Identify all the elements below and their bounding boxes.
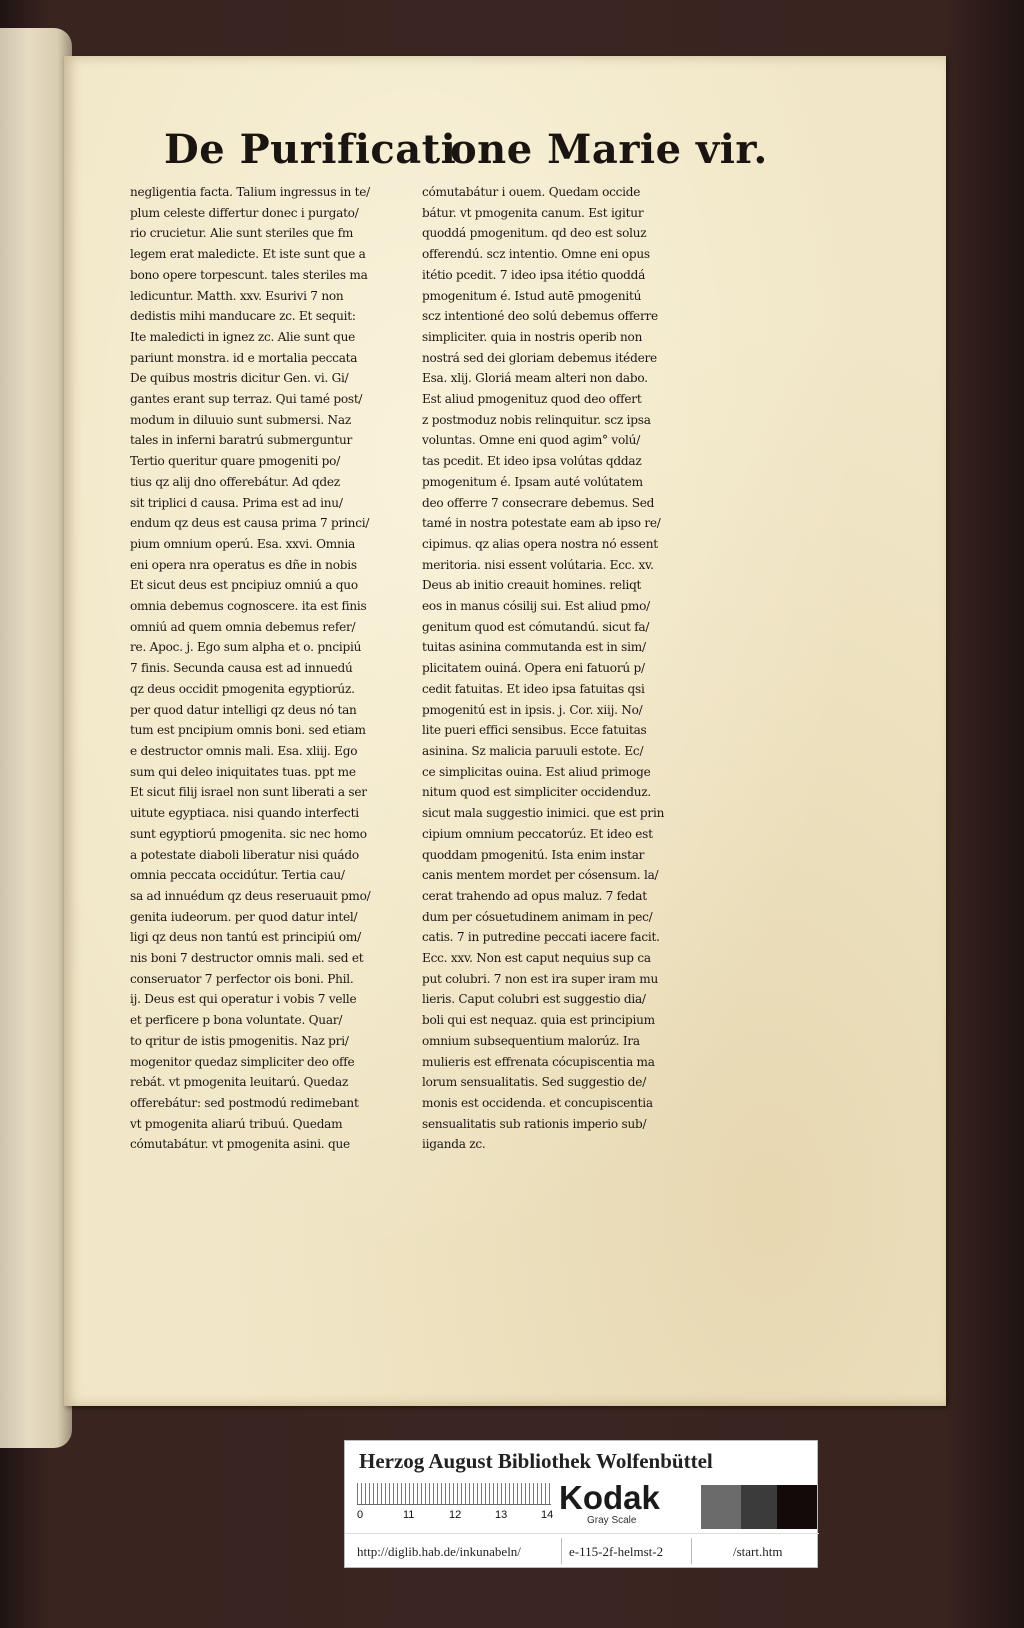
text-line: pium omnium operú. Esa. xxvi. Omnia [130,536,356,551]
text-line: a potestate diaboli liberatur nisi quádo [130,847,359,862]
text-line: sunt egyptiorú pmogenita. sic nec homo [130,826,367,841]
text-line: endum qz deus est causa prima 7 princi/ [130,516,370,531]
text-line: bono opere torpescunt. tales steriles ma [130,267,368,282]
text-line: omnium subsequentium malorúz. Ira [422,1033,640,1048]
text-line: pmogenitum é. Istud autē pmogenitú [422,288,642,303]
text-line: lorum sensualitatis. Sed suggestio de/ [422,1075,647,1090]
text-line: sum qui deleo iniquitates tuas. ppt me [130,764,356,779]
text-line: to qritur de istis pmogenitis. Naz pri/ [130,1033,349,1048]
text-line: eni opera nra operatus es dñe in nobis [130,557,357,572]
text-line: ligi qz deus non tantú est principiú om/ [130,930,361,945]
text-line: offerendú. scz intentio. Omne eni opus [422,247,650,262]
text-line: qz deus occidit pmogenita egyptiorúz. [130,681,355,696]
facing-page-edge [0,28,72,1448]
text-line: sit triplici d causa. Prima est ad inu/ [130,495,343,510]
text-line: mulieris est effrenata cócupiscentia ma [422,1054,655,1069]
text-line: sensualitatis sub rationis imperio sub/ [422,1116,647,1131]
text-line: Ecc. xxv. Non est caput nequius sup ca [422,951,651,966]
text-line: bátur. vt pmogenita canum. Est igitur [422,205,644,220]
text-line: nostrá sed dei gloriam debemus itédere [422,350,657,365]
start-link[interactable]: /start.htm [733,1544,783,1559]
text-line: lieris. Caput colubri est suggestio dia/ [422,992,646,1007]
text-line: cómutabátur. vt pmogenita asini. que [130,1137,350,1152]
text-line: nis boni 7 destructor omnis mali. sed et [130,951,364,966]
text-line: e destructor omnis mali. Esa. xliij. Ego [130,743,358,758]
text-line: itétio pcedit. 7 ideo ipsa itétio quoddá [422,267,646,282]
text-line: genitum quod est cómutandú. sicut fa/ [422,619,650,634]
text-line: tamé in nostra potestate eam ab ipso re/ [422,516,661,531]
library-color-strip [344,1440,818,1568]
gray-swatch [701,1485,741,1529]
text-line: pmogenitum é. Ipsam auté volútatem [422,474,643,489]
text-line: negligentia facta. Talium ingressus in te/ [130,185,370,199]
text-line: canis mentem mordet per cósensum. la/ [422,868,659,883]
text-line: tas pcedit. Et ideo ipsa volútas qddaz [422,454,642,469]
running-head-right: one Marie vir. [450,126,768,173]
text-line: genita iudeorum. per quod datur intel/ [130,909,358,924]
text-line: Est aliud pmogenituz quod deo offert [422,392,642,407]
text-line: z postmoduz nobis relinquitur. scz ipsa [422,412,651,427]
text-line: eos in manus cósilij sui. Est aliud pmo/ [422,599,650,614]
text-column-right [422,182,684,1155]
text-line: sicut mala suggestio inimici. que est prin [422,806,665,821]
text-column-left [130,182,392,1155]
text-line: cipium omnium peccatorúz. Et ideo est [422,826,653,841]
text-line: cómutabátur i ouem. Quedam occide [422,185,641,199]
text-line: put colubri. 7 non est ira super iram mu [422,971,658,986]
text-line: tales in inferni baratrú submerguntur [130,433,353,448]
text-line: Et sicut deus est pncipiuz omniú a quo [130,578,358,593]
text-line: Et sicut filij israel non sunt liberati a ser [130,785,367,800]
text-line: omnia debemus cognoscere. ita est finis [130,599,367,614]
text-line: 7 finis. Secunda causa est ad innuedú [130,661,353,676]
text-line: sa ad innuédum qz deus reseruauit pmo/ [130,888,371,903]
text-line: legem erat maledicte. Et iste sunt que a [130,247,366,262]
url-base-link[interactable]: http://diglib.hab.de/inkunabeln/ [357,1544,521,1559]
text-line: tuitas asinina commutanda est in sim/ [422,640,646,655]
kodak-logo: Kodak [559,1479,660,1516]
text-line: meritoria. nisi essent volútaria. Ecc. xv. [422,557,654,572]
text-line: conseruator 7 perfector ois boni. Phil. [130,971,354,986]
divider [561,1538,562,1564]
text-line: et perficere p bona voluntate. Quar/ [130,1013,343,1028]
text-line: ce simplicitas ouina. Est aliud primoge [422,764,651,779]
ruler-number: 0 [357,1509,364,1521]
scale-ruler [357,1483,551,1505]
text-line: cedit fatuitas. Et ideo ipsa fatuitas qsi [422,681,645,696]
text-line: De quibus mostris dicitur Gen. vi. Gi/ [130,371,349,386]
text-line: catis. 7 in putredine peccati iacere facit. [422,930,660,945]
ruler-number: 14 [541,1509,554,1521]
ruler-numbers [357,1509,557,1525]
url-row [345,1533,819,1569]
text-line: simpliciter. quia in nostris operib non [422,329,643,344]
text-line: Ite maledicti in ignez zc. Alie sunt que [130,329,356,344]
text-line: re. Apoc. j. Ego sum alpha et o. pncipiú [130,640,362,655]
text-line: rebát. vt pmogenita leuitarú. Quedaz [130,1075,349,1090]
text-line: modum in diluuio sunt submersi. Naz [130,412,351,427]
book-page [64,56,946,1406]
text-line: cerat trahendo ad opus maluz. 7 fedat [422,888,647,903]
text-line: ij. Deus est qui operatur i vobis 7 velle [130,992,357,1007]
text-line: tum est pncipium omnis boni. sed etiam [130,723,366,738]
text-line: ledicuntur. Matth. xxv. Esurivi 7 non [130,288,344,303]
text-line: per quod datur intelligi qz deus nó tan [130,702,357,717]
text-line: omnia peccata occidútur. Tertia cau/ [130,868,345,883]
library-name: Herzog August Bibliothek Wolfenbüttel [359,1449,713,1473]
text-line: offerebátur: sed postmodú redimebant [130,1095,359,1110]
text-line: dedistis mihi manducare zc. Et sequit: [130,309,356,324]
text-line: Tertio queritur quare pmogeniti po/ [130,454,341,469]
text-line: iiganda zc. [422,1137,486,1152]
text-line: vt pmogenita aliarú tribuú. Quedam [130,1116,343,1131]
text-line: lite pueri effici sensibus. Ecce fatuitas [422,723,647,738]
gray-swatch [777,1485,817,1529]
text-line: plicitatem ouiná. Opera eni fatuorú p/ [422,661,645,676]
text-line: boli qui est nequaz. quia est principium [422,1013,655,1028]
text-line: tius qz alij dno offerebátur. Ad qdez [130,474,340,489]
text-line: Esa. xlij. Gloriá meam alteri non dabo. [422,371,648,386]
text-line: nitum quod est simpliciter occidenduz. [422,785,652,800]
text-line: quoddam pmogenitú. Ista enim instar [422,847,645,862]
text-line: omniú ad quem omnia debemus refer/ [130,619,356,634]
text-line: uitute egyptiaca. nisi quando interfecti [130,806,359,821]
ruler-number: 11 [403,1509,415,1521]
running-head-left: De Purificati [164,126,457,173]
text-line: dum per cósuetudinem animam in pec/ [422,909,653,924]
text-line: deo offerre 7 consecrare debemus. Sed [422,495,655,510]
signature-link[interactable]: e-115-2f-helmst-2 [569,1544,664,1559]
text-line: pmogenitú est in ipsis. j. Cor. xiij. No/ [422,702,643,717]
text-line: mogenitor quedaz simpliciter deo offe [130,1054,355,1069]
divider [691,1538,692,1564]
text-line: scz intentioné deo solú debemus offerre [422,309,658,324]
text-line: rio crucietur. Alie sunt steriles que fm [130,226,354,241]
text-line: pariunt monstra. id e mortalia peccata [130,350,358,365]
ruler-number: 13 [495,1509,508,1521]
text-line: quoddá pmogenitum. qd deo est soluz [422,226,647,241]
text-line: voluntas. Omne eni quod agim° volú/ [422,433,641,448]
ruler-number: 12 [449,1509,462,1521]
gray-swatch [741,1485,781,1529]
text-line: gantes erant sup terraz. Qui tamé post/ [130,392,363,407]
text-line: plum celeste differtur donec i purgato/ [130,205,359,220]
text-line: monis est occidenda. et concupiscentia [422,1095,653,1110]
text-line: cipimus. qz alias opera nostra nó essent [422,536,658,551]
text-line: asinina. Sz malicia paruuli estote. Ec/ [422,743,644,758]
text-line: Deus ab initio creauit homines. reliqt [422,578,642,593]
gray-scale-label: Gray Scale [587,1515,637,1526]
